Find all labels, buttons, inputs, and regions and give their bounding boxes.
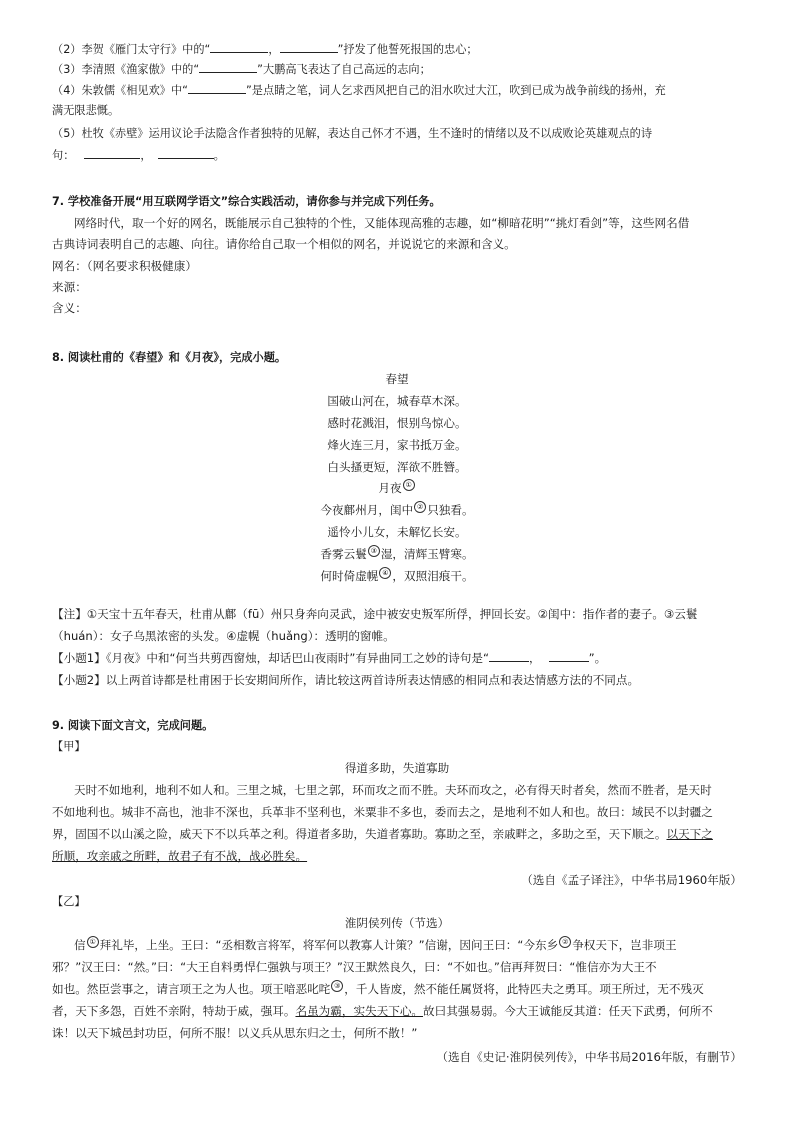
q6-item-2: （2）李贺《雁门太守行》中的“ ， ”抒发了他誓死报国的忠心； <box>52 43 478 56</box>
section-jia-label: 【甲】 <box>52 740 86 753</box>
underlined-sentence: 所顺，攻亲戚之所畔，故君子有不战，战必胜矣。 <box>52 849 308 863</box>
answer-blank[interactable] <box>188 82 246 94</box>
underlined-sentence: 以天下之 <box>666 827 713 841</box>
q7-paragraph-2: 古典诗词表明自己的志趣、向往。请你给自己取一个相似的网名，并说说它的来源和含义。 <box>52 237 516 251</box>
q6-item-5: （5）杜牧《赤壁》运用议论手法隐含作者独特的见解，表达自己怀才不遇，生不逢时的情绪以及不以成败论英雄观点的诗 <box>52 127 653 140</box>
q8-subquestion-2: 【小题2】以上两首诗都是杜甫困于长安期间所作，请比较这两首诗所表达情感的相同点和表达情感方法的不同点。 <box>52 673 640 687</box>
footnote-marker: ④ <box>379 567 391 579</box>
q7-meaning-field[interactable]: 含义： <box>52 301 87 315</box>
q8-notes: 【注】①天宝十五年春天，杜甫从鄜（fū）州只身奔向灵武，途中被安史叛军所俘，押回长安。②闺中：指作者的妻子。③云鬟 <box>52 607 698 621</box>
jia-title: 得道多助，失道寡助 <box>344 761 450 775</box>
q6-item-5-cont: 句： ， 。 <box>52 149 225 162</box>
q6-item-3: （3）李清照《渔家傲》中的“ ”大鹏高飞表达了自己高远的志向； <box>52 63 431 76</box>
jia-paragraph-line: 不如地利也。城非不高也，池非不深也，兵革非不坚利也，米粟非不多也，委而去之，是地利不如人和也。故曰：域民不以封疆之 <box>52 805 713 819</box>
poem-1-line: 感时花溅泪，恨别鸟惊心。 <box>327 416 467 430</box>
yi-paragraph-line: 诛！以天下城邑封功臣，何所不服！以义兵从思东归之士，何所不散！” <box>52 1026 418 1040</box>
answer-blank[interactable] <box>549 650 589 662</box>
q7-source-field[interactable]: 来源： <box>52 280 87 294</box>
poem-2-line: 今夜鄜州月，闺中 ② 只独看。 <box>320 503 474 517</box>
yi-paragraph-line: 信 ① 拜礼毕，上坐。王曰：“丞相数言将军，将军何以教寡人计策？”信谢，因问王曰：“今东乡 ② 争权天下，岂非项王 <box>74 938 677 952</box>
poem-2-line: 何时倚虚幌 ④ ，双照泪痕干。 <box>320 569 474 583</box>
section-yi-label: 【乙】 <box>52 895 86 908</box>
answer-blank[interactable] <box>489 650 529 662</box>
poem-1-line: 烽火连三月，家书抵万金。 <box>327 438 467 452</box>
answer-blank[interactable] <box>210 41 268 53</box>
poem-1-line: 白头搔更短，浑欲不胜簪。 <box>327 460 467 474</box>
q6-item-4: （4）朱敦儒《相见欢》中“ ”是点睛之笔，词人乞求西风把自己的泪水吹过大江，吹到已成为战争前线的扬州，充 <box>52 84 666 97</box>
q7-paragraph-1: 网络时代，取一个好的网名，既能展示自己独特的个性，又能体现高雅的志趣，如“柳暗花明”“挑灯看剑”等，这些网名借 <box>74 216 690 230</box>
q7-title: 7. 学校准备开展“用互联网学语文”综合实践活动，请你参与并完成下列任务。 <box>52 195 441 208</box>
poem-2-title: 月夜 ① <box>0 478 794 498</box>
answer-blank[interactable] <box>199 61 257 73</box>
footnote-marker: ① <box>87 936 99 948</box>
yi-paragraph-line: 者，天下多怨，百姓不亲附，特劫于威，强耳。名虽为霸，实失天下心。故曰其强易弱。今大王诚能反其道：任天下武勇，何所不 <box>52 1004 713 1018</box>
footnote-marker: ② <box>414 501 426 513</box>
answer-blank[interactable] <box>84 147 140 159</box>
footnote-marker: ③ <box>331 980 343 992</box>
poem-1-title: 春望 <box>385 372 409 386</box>
q8-subquestion-1: 【小题1】《月夜》中和“何当共剪西窗烛，却话巴山夜雨时”有异曲同工之妙的诗句是“ ， ”。 <box>52 651 607 665</box>
q9-title: 9. 阅读下面文言文，完成问题。 <box>52 719 214 732</box>
yi-source: （选自《史记·淮阴侯列传》，中华书局2016年版，有删节） <box>436 1050 742 1064</box>
poem-2-line: 遥怜小儿女，未解忆长安。 <box>327 525 467 539</box>
jia-paragraph-line: 界，固国不以山溪之险，威天下不以兵革之利。得道者多助，失道者寡助。寡助之至，亲戚畔之，多助之至，天下顺之。以天下之 <box>52 827 713 841</box>
yi-paragraph-line: 如也。然臣尝事之，请言项王之为人也。项王喑恶叱咤 ③ ，千人皆废，然不能任属贤将，此特匹夫之勇耳。项王所过，无不残灭 <box>52 982 704 996</box>
yi-title: 淮阴侯列传（节选） <box>344 916 450 930</box>
q8-notes-cont: （huán）：女子乌黑浓密的头发。④虚幌（huǎng）：透明的窗帷。 <box>52 629 395 643</box>
footnote-marker: ② <box>559 936 571 948</box>
jia-paragraph-line <box>52 846 742 866</box>
underlined-sentence: 名虽为霸，实失天下心。 <box>295 1004 424 1018</box>
poem-2-line: 香雾云鬟 ③ 湿，清辉玉臂寒。 <box>320 547 474 561</box>
answer-blank[interactable] <box>158 147 214 159</box>
jia-source: （选自《孟子译注》，中华书局1960年版） <box>521 873 742 887</box>
answer-blank[interactable] <box>280 41 338 53</box>
footnote-marker: ③ <box>368 545 380 557</box>
footnote-marker: ① <box>403 479 415 491</box>
q6-item-4-cont: 满无限悲慨。 <box>52 104 120 117</box>
q8-title: 8. 阅读杜甫的《春望》和《月夜》，完成小题。 <box>52 351 287 364</box>
q7-name-field[interactable]: 网名：（网名要求积极健康） <box>52 259 197 273</box>
yi-paragraph-line: 邪？”汉王曰：“然。”曰：“大王自料勇悍仁强孰与项王？”汉王默然良久，曰：“不如也。”信再拜贺曰：“惟信亦为大王不 <box>52 960 657 974</box>
poem-1-line: 国破山河在，城春草木深。 <box>327 394 467 408</box>
jia-paragraph-line: 天时不如地利，地利不如人和。三里之城，七里之郭，环而攻之而不胜。夫环而攻之，必有得天时者矣，然而不胜者，是天时 <box>74 783 712 797</box>
